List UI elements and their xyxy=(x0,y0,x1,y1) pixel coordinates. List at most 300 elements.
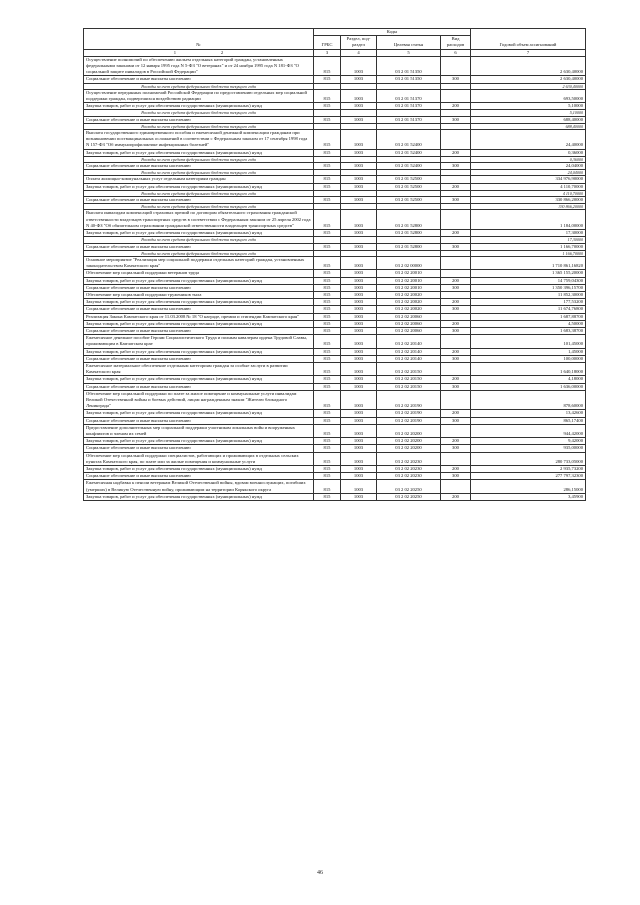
expense-name: Ежемесячное денежное пособие Героям Социалистического Труда и полным кавалерам ордена Трудовой Славы, проживающим в Камчатском крае xyxy=(84,335,314,348)
razdel-code: 1003 xyxy=(341,320,377,327)
target-article-code: 03 2 02 20200 xyxy=(377,424,441,437)
annual-amount: 4,50000 xyxy=(471,320,586,327)
expense-type-code xyxy=(441,89,471,102)
expense-type-code xyxy=(441,130,471,150)
annual-amount: 14 759,04300 xyxy=(471,277,586,284)
grbs-code: 815 xyxy=(314,390,341,410)
razdel-code: 1003 xyxy=(341,493,377,500)
table-row xyxy=(84,473,586,480)
grbs-code: 815 xyxy=(314,383,341,390)
table-row xyxy=(84,417,586,424)
annual-amount: 3,45900 xyxy=(471,493,586,500)
annual-amount: 277 797,32300 xyxy=(471,473,586,480)
expense-name: Обеспечение мер социальной поддержки тружеников тыла xyxy=(84,291,314,298)
table-row xyxy=(84,362,586,375)
expense-type-code: 300 xyxy=(441,284,471,291)
target-article-code: 03 2 01 52400 xyxy=(377,130,441,150)
expense-type-code: 200 xyxy=(441,149,471,156)
target-article-code: 03 2 02 20190 xyxy=(377,390,441,410)
razdel-code: 1003 xyxy=(341,243,377,250)
expense-name: Обеспечение мер социальной поддержки специалистов, работающих и проживающих в отдельных сельских пунктах Камчатского края, по плате или за жилые помещения и коммунальные услуги xyxy=(84,452,314,465)
target-article-code: 03 2 02 20150 xyxy=(377,362,441,375)
note-text: Расходы за счет средств федерального бюджета текущего года xyxy=(84,156,314,162)
annual-amount: 2 630,40000 xyxy=(471,56,586,76)
razdel-code: 1003 xyxy=(341,313,377,320)
expense-name: Предоставление дополнительных мер социальной поддержки участникам локальных войн и вооруженных конфликтов и членам их семей xyxy=(84,424,314,437)
table-row xyxy=(84,256,586,269)
expense-name: Выплата инвалидам компенсаций страховых премий по договорам обязательного страхования гражданской ответственности владельцев транспортных средств в соответствии с Федеральным законом от 25 апреля 2002 года N 40-ФЗ "Об обязательном страховании гражданской ответственности владельцев транспортных средств" xyxy=(84,210,314,230)
expense-name: Социальное обеспечение и иные выплаты населению xyxy=(84,327,314,334)
razdel-code: 1003 xyxy=(341,452,377,465)
annual-amount: 11 674,76800 xyxy=(471,306,586,313)
note-amount: 0,36000 xyxy=(471,156,586,162)
target-article-code: 03 2 01 52800 xyxy=(377,230,441,237)
razdel-code: 1003 xyxy=(341,424,377,437)
expense-type-code: 300 xyxy=(441,355,471,362)
target-article-code: 03 2 02 20060 xyxy=(377,327,441,334)
note-amount: 17,30000 xyxy=(471,237,586,243)
razdel-code: 1003 xyxy=(341,390,377,410)
expense-name: Социальное обеспечение и иные выплаты населению xyxy=(84,473,314,480)
expense-type-code: 300 xyxy=(441,197,471,204)
expense-type-code: 300 xyxy=(441,306,471,313)
note-text: Расходы за счет средств федерального бюджета текущего года xyxy=(84,237,314,243)
table-row xyxy=(84,438,586,445)
expense-name: Закупка товаров, работ и услуг для обеспечения государственных (муниципальных) нужд xyxy=(84,149,314,156)
annual-amount: 1 350 396,15700 xyxy=(471,284,586,291)
annual-amount: 2 630,40000 xyxy=(471,76,586,83)
target-article-code: 03 2 01 52500 xyxy=(377,197,441,204)
razdel-code: 1003 xyxy=(341,383,377,390)
grbs-code: 815 xyxy=(314,335,341,348)
grbs-code: 815 xyxy=(314,197,341,204)
table-row xyxy=(84,327,586,334)
expense-name: Закупка товаров, работ и услуг для обеспечения государственных (муниципальных) нужд xyxy=(84,183,314,190)
expense-type-code: 200 xyxy=(441,466,471,473)
expense-type-code: 300 xyxy=(441,243,471,250)
razdel-code: 1003 xyxy=(341,362,377,375)
razdel-code: 1003 xyxy=(341,376,377,383)
target-article-code: 03 2 02 20230 xyxy=(377,452,441,465)
grbs-code: 815 xyxy=(314,56,341,76)
table-row xyxy=(84,76,586,83)
razdel-code: 1003 xyxy=(341,103,377,110)
expense-type-code xyxy=(441,270,471,277)
expense-type-code: 300 xyxy=(441,417,471,424)
grbs-code: 815 xyxy=(314,149,341,156)
annual-amount: 286,15000 xyxy=(471,480,586,493)
target-article-code: 03 2 02 20010 xyxy=(377,284,441,291)
target-article-code: 03 2 02 20140 xyxy=(377,348,441,355)
expense-type-code xyxy=(441,452,471,465)
grbs-code: 815 xyxy=(314,256,341,269)
note-amount: 4 110,70000 xyxy=(471,190,586,196)
annual-amount: 1 683,38700 xyxy=(471,327,586,334)
expense-name: Закупка товаров, работ и услуг для обеспечения государственных (муниципальных) нужд xyxy=(84,493,314,500)
razdel-code: 1003 xyxy=(341,116,377,123)
table-row xyxy=(84,452,586,465)
annual-amount: 17,30000 xyxy=(471,230,586,237)
expense-name: Социальное обеспечение и иные выплаты населению xyxy=(84,383,314,390)
target-article-code: 03 2 01 52500 xyxy=(377,176,441,183)
expense-type-code: 300 xyxy=(441,327,471,334)
table-row xyxy=(84,410,586,417)
target-article-code: 03 2 01 52800 xyxy=(377,210,441,230)
razdel-code: 1003 xyxy=(341,277,377,284)
target-article-code: 03 2 02 20150 xyxy=(377,376,441,383)
annual-amount: 9,42000 xyxy=(471,438,586,445)
expense-type-code: 200 xyxy=(441,493,471,500)
expense-name: Социальное обеспечение и иные выплаты населению xyxy=(84,243,314,250)
table-row xyxy=(84,424,586,437)
header-csr: Целевая статья xyxy=(377,36,441,49)
expense-type-code xyxy=(441,480,471,493)
annual-amount: 1 365 155,20000 xyxy=(471,270,586,277)
razdel-code: 1003 xyxy=(341,438,377,445)
annual-amount: 688,40000 xyxy=(471,116,586,123)
razdel-code: 1003 xyxy=(341,284,377,291)
razdel-code: 1003 xyxy=(341,480,377,493)
razdel-code: 1003 xyxy=(341,149,377,156)
table-row xyxy=(84,320,586,327)
annual-amount: 1 636,00000 xyxy=(471,383,586,390)
table-row xyxy=(84,376,586,383)
note-text: Расходы за счет средств федерального бюджета текущего года xyxy=(84,123,314,129)
expense-type-code: 300 xyxy=(441,445,471,452)
header-no: № xyxy=(84,29,314,50)
expense-type-code: 200 xyxy=(441,348,471,355)
table-row xyxy=(84,130,586,150)
col-number: 6 xyxy=(441,49,471,56)
annual-amount: 693,50000 xyxy=(471,89,586,102)
expense-name: Закупка товаров, работ и услуг для обеспечения государственных (муниципальных) нужд xyxy=(84,277,314,284)
grbs-code: 815 xyxy=(314,230,341,237)
razdel-code: 1003 xyxy=(341,335,377,348)
expense-type-code: 200 xyxy=(441,230,471,237)
budget-page xyxy=(83,28,585,501)
annual-amount: 101,45000 xyxy=(471,335,586,348)
grbs-code: 815 xyxy=(314,452,341,465)
budget-table xyxy=(83,28,586,501)
expense-type-code: 300 xyxy=(441,116,471,123)
grbs-code: 815 xyxy=(314,466,341,473)
table-row xyxy=(84,284,586,291)
expense-type-code: 200 xyxy=(441,376,471,383)
target-article-code: 03 2 02 20020 xyxy=(377,291,441,298)
expense-name: Закупка товаров, работ и услуг для обеспечения государственных (муниципальных) нужд xyxy=(84,466,314,473)
table-row xyxy=(84,466,586,473)
table-row xyxy=(84,480,586,493)
annual-amount: 4,18000 xyxy=(471,376,586,383)
grbs-code: 815 xyxy=(314,410,341,417)
header-codes: Коды xyxy=(314,29,471,36)
razdel-code: 1003 xyxy=(341,176,377,183)
annual-amount: 944,42000 xyxy=(471,424,586,437)
target-article-code: 03 2 02 20190 xyxy=(377,417,441,424)
note-amount: 24,04000 xyxy=(471,170,586,176)
header-annual: Годовой объем ассигнований xyxy=(471,29,586,50)
grbs-code: 815 xyxy=(314,291,341,298)
grbs-code: 815 xyxy=(314,299,341,306)
grbs-code: 815 xyxy=(314,76,341,83)
target-article-code: 03 2 02 20140 xyxy=(377,355,441,362)
expense-name: Социальное обеспечение и иные выплаты населению xyxy=(84,76,314,83)
razdel-code: 1003 xyxy=(341,445,377,452)
annual-amount: 24,40000 xyxy=(471,130,586,150)
grbs-code: 815 xyxy=(314,163,341,170)
table-row xyxy=(84,348,586,355)
annual-amount: 2 935,73200 xyxy=(471,466,586,473)
razdel-code: 1003 xyxy=(341,473,377,480)
expense-name: Закупка товаров, работ и услуг для обеспечения государственных (муниципальных) нужд xyxy=(84,348,314,355)
expense-name: Закупка товаров, работ и услуг для обеспечения государственных (муниципальных) нужд xyxy=(84,103,314,110)
expense-type-code xyxy=(441,256,471,269)
grbs-code: 815 xyxy=(314,445,341,452)
razdel-code: 1003 xyxy=(341,306,377,313)
annual-amount: 24,04000 xyxy=(471,163,586,170)
table-row xyxy=(84,149,586,156)
table-row xyxy=(84,299,586,306)
target-article-code: 03 2 02 20060 xyxy=(377,313,441,320)
expense-type-code: 300 xyxy=(441,473,471,480)
expense-type-code: 200 xyxy=(441,183,471,190)
target-article-code: 03 2 02 20250 xyxy=(377,493,441,500)
grbs-code: 815 xyxy=(314,183,341,190)
table-row xyxy=(84,493,586,500)
expense-name: Обеспечение мер социальной поддержки ветеранов труда xyxy=(84,270,314,277)
razdel-code: 1003 xyxy=(341,210,377,230)
grbs-code: 815 xyxy=(314,130,341,150)
table-row xyxy=(84,89,586,102)
table-row xyxy=(84,277,586,284)
razdel-code: 1003 xyxy=(341,130,377,150)
table-body xyxy=(84,56,586,500)
expense-type-code: 200 xyxy=(441,320,471,327)
annual-amount: 1 640,18000 xyxy=(471,362,586,375)
annual-amount: 100,00000 xyxy=(471,355,586,362)
razdel-code: 1003 xyxy=(341,183,377,190)
expense-name: Закупка товаров, работ и услуг для обеспечения государственных (муниципальных) нужд xyxy=(84,438,314,445)
target-article-code: 03 2 02 20200 xyxy=(377,445,441,452)
table-row xyxy=(84,210,586,230)
expense-name: Социальное обеспечение и иные выплаты населению xyxy=(84,116,314,123)
annual-amount: 1 687,88700 xyxy=(471,313,586,320)
target-article-code: 03 2 02 20020 xyxy=(377,306,441,313)
column-number-row xyxy=(84,49,586,56)
razdel-code: 1003 xyxy=(341,348,377,355)
note-amount: 688,40000 xyxy=(471,123,586,129)
annual-amount: 1 184,00000 xyxy=(471,210,586,230)
grbs-code: 815 xyxy=(314,348,341,355)
grbs-code: 815 xyxy=(314,362,341,375)
target-article-code: 03 2 02 20140 xyxy=(377,335,441,348)
table-row xyxy=(84,103,586,110)
table-row xyxy=(84,56,586,76)
annual-amount: 330 866,20000 xyxy=(471,197,586,204)
table-row xyxy=(84,445,586,452)
target-article-code: 03 2 01 51370 xyxy=(377,116,441,123)
table-row xyxy=(84,197,586,204)
expense-type-code: 200 xyxy=(441,410,471,417)
grbs-code: 815 xyxy=(314,376,341,383)
expense-type-code xyxy=(441,390,471,410)
expense-name: Социальное обеспечение и иные выплаты населению xyxy=(84,355,314,362)
razdel-code: 1003 xyxy=(341,163,377,170)
target-article-code: 03 2 02 20190 xyxy=(377,410,441,417)
target-article-code: 03 2 02 20060 xyxy=(377,320,441,327)
razdel-code: 1003 xyxy=(341,417,377,424)
expense-type-code xyxy=(441,291,471,298)
expense-name: Ежемесячное материальное обеспечение отдельным категориям граждан за особые заслуги в развитии Камчатского края xyxy=(84,362,314,375)
target-article-code: 03 2 02 20230 xyxy=(377,473,441,480)
annual-amount: 1 166,70000 xyxy=(471,243,586,250)
annual-amount: 4 110,70000 xyxy=(471,183,586,190)
target-article-code: 03 2 01 51370 xyxy=(377,89,441,102)
expense-name: Социальное обеспечение и иные выплаты населению xyxy=(84,306,314,313)
annual-amount: 280 733,05000 xyxy=(471,452,586,465)
col-number: 3 xyxy=(314,49,341,56)
target-article-code: 03 2 02 20010 xyxy=(377,270,441,277)
grbs-code: 815 xyxy=(314,306,341,313)
annual-amount: 1,45000 xyxy=(471,348,586,355)
header-grbs: ГРБС xyxy=(314,36,341,49)
target-article-code: 03 2 02 20020 xyxy=(377,299,441,306)
expense-name: Осуществление переданных полномочий Российской Федерации по предоставлению отдельных мер социальной поддержки граждан, подвергшихся воздействию радиации xyxy=(84,89,314,102)
expense-name: Закупка товаров, работ и услуг для обеспечения государственных (муниципальных) нужд xyxy=(84,299,314,306)
table-row xyxy=(84,116,586,123)
expense-name: Социальное обеспечение и иные выплаты населению xyxy=(84,197,314,204)
grbs-code: 815 xyxy=(314,438,341,445)
expense-type-code xyxy=(441,362,471,375)
table-header xyxy=(84,29,586,57)
razdel-code: 1003 xyxy=(341,355,377,362)
col-number: 4 xyxy=(341,49,377,56)
table-row xyxy=(84,163,586,170)
target-article-code: 03 2 02 00000 xyxy=(377,256,441,269)
table-row xyxy=(84,313,586,320)
expense-name: Выплата государственного единовременного пособия и ежемесячной денежной компенсации гражданам при возникновении поствакцинальных осложнений в соответствии с Федеральным законом от 17 сентября 1998 года N 157-ФЗ "Об иммунопрофилактике инфекционных болезней" xyxy=(84,130,314,150)
annual-amount: 334 976,90000 xyxy=(471,176,586,183)
expense-name: Социальное обеспечение и иные выплаты населению xyxy=(84,284,314,291)
target-article-code: 03 2 02 20200 xyxy=(377,438,441,445)
target-article-code: 03 2 01 52400 xyxy=(377,149,441,156)
grbs-code: 815 xyxy=(314,313,341,320)
expense-type-code xyxy=(441,176,471,183)
expense-name: Закупка товаров, работ и услуг для обеспечения государственных (муниципальных) нужд xyxy=(84,320,314,327)
note-text: Расходы за счет средств федерального бюджета текущего года xyxy=(84,110,314,116)
grbs-code: 815 xyxy=(314,116,341,123)
table-row xyxy=(84,270,586,277)
col-number: 7 xyxy=(471,49,586,56)
grbs-code: 815 xyxy=(314,103,341,110)
annual-amount: 1 710 861,16820 xyxy=(471,256,586,269)
expense-type-code: 300 xyxy=(441,383,471,390)
target-article-code: 03 2 01 51350 xyxy=(377,56,441,76)
grbs-code: 815 xyxy=(314,277,341,284)
note-amount: 2 630,40000 xyxy=(471,83,586,89)
target-article-code: 03 2 02 20150 xyxy=(377,383,441,390)
target-article-code: 03 2 01 51350 xyxy=(377,76,441,83)
col-number: 1 2 xyxy=(84,49,314,56)
grbs-code: 815 xyxy=(314,243,341,250)
table-row xyxy=(84,291,586,298)
razdel-code: 1003 xyxy=(341,56,377,76)
table-row xyxy=(84,176,586,183)
expense-type-code: 300 xyxy=(441,76,471,83)
target-article-code: 03 2 02 20010 xyxy=(377,277,441,284)
annual-amount: 865,17400 xyxy=(471,417,586,424)
razdel-code: 1003 xyxy=(341,270,377,277)
page-number: 46 xyxy=(317,870,323,876)
expense-type-code xyxy=(441,424,471,437)
razdel-code: 1003 xyxy=(341,410,377,417)
annual-amount: 935,00000 xyxy=(471,445,586,452)
expense-name: Закупка товаров, работ и услуг для обеспечения государственных (муниципальных) нужд xyxy=(84,230,314,237)
annual-amount: 13,42600 xyxy=(471,410,586,417)
expense-name: Социальное обеспечение и иные выплаты населению xyxy=(84,163,314,170)
note-amount: 330 866,20000 xyxy=(471,204,586,210)
grbs-code: 815 xyxy=(314,480,341,493)
note-text: Расходы за счет средств федерального бюджета текущего года xyxy=(84,83,314,89)
expense-name: Закупка товаров, работ и услуг для обеспечения государственных (муниципальных) нужд xyxy=(84,410,314,417)
grbs-code: 815 xyxy=(314,176,341,183)
target-article-code: 03 2 01 52400 xyxy=(377,163,441,170)
table-row xyxy=(84,243,586,250)
expense-type-code: 200 xyxy=(441,103,471,110)
grbs-code: 815 xyxy=(314,89,341,102)
table-row xyxy=(84,306,586,313)
note-text: Расходы за счет средств федерального бюджета текущего года xyxy=(84,250,314,256)
grbs-code: 815 xyxy=(314,284,341,291)
table-row xyxy=(84,390,586,410)
expense-name: Социальное обеспечение и иные выплаты населению xyxy=(84,417,314,424)
expense-type-code: 200 xyxy=(441,277,471,284)
annual-amount: 878,60000 xyxy=(471,390,586,410)
grbs-code: 815 xyxy=(314,424,341,437)
razdel-code: 1003 xyxy=(341,197,377,204)
grbs-code: 815 xyxy=(314,417,341,424)
expense-name: Основное мероприятие "Реализация мер социальной поддержки отдельных категорий граждан, установленных законодательством Камчатского края" xyxy=(84,256,314,269)
note-amount: 1 166,70000 xyxy=(471,250,586,256)
target-article-code: 03 2 02 20230 xyxy=(377,466,441,473)
razdel-code: 1003 xyxy=(341,256,377,269)
table-row xyxy=(84,335,586,348)
expense-type-code xyxy=(441,56,471,76)
note-text: Расходы за счет средств федерального бюджета текущего года xyxy=(84,170,314,176)
razdel-code: 1003 xyxy=(341,230,377,237)
note-text: Расходы за счет средств федерального бюджета текущего года xyxy=(84,190,314,196)
razdel-code: 1003 xyxy=(341,76,377,83)
header-vr: Вид расходов xyxy=(441,36,471,49)
target-article-code: 03 2 02 20250 xyxy=(377,480,441,493)
target-article-code: 03 2 01 51370 xyxy=(377,103,441,110)
expense-name: Ежемесячная надбавка к пенсии ветеранам Великой Отечественной войны, вдовам военнослужащих, погибших (умерших) в Великую Отечественную войну, проживающим на территории Корякского округа xyxy=(84,480,314,493)
table-row xyxy=(84,383,586,390)
razdel-code: 1003 xyxy=(341,299,377,306)
annual-amount: 5,10000 xyxy=(471,103,586,110)
expense-name: Закупка товаров, работ и услуг для обеспечения государственных (муниципальных) нужд xyxy=(84,376,314,383)
expense-name: Осуществление полномочий по обеспечению жильем отдельных категорий граждан, установленных федеральными законами от 12 января 1995 года N 5-ФЗ "О ветеранах" и от 24 ноября 1995 года N 181-ФЗ "О социальной защите инвалидов в Российской Федерации" xyxy=(84,56,314,76)
target-article-code: 03 2 01 52800 xyxy=(377,243,441,250)
expense-name: Обеспечение мер социальной поддержки по плате за жилое помещение и коммунальные услуги инвалидам Великой Отечественной войны и боевых действий, лицам награжденным знаком "Жителю блокадного Ленинграда" xyxy=(84,390,314,410)
grbs-code: 815 xyxy=(314,320,341,327)
expense-name: Социальное обеспечение и иные выплаты населению xyxy=(84,445,314,452)
expense-type-code xyxy=(441,335,471,348)
expense-type-code xyxy=(441,210,471,230)
razdel-code: 1003 xyxy=(341,327,377,334)
table-row xyxy=(84,183,586,190)
grbs-code: 815 xyxy=(314,210,341,230)
